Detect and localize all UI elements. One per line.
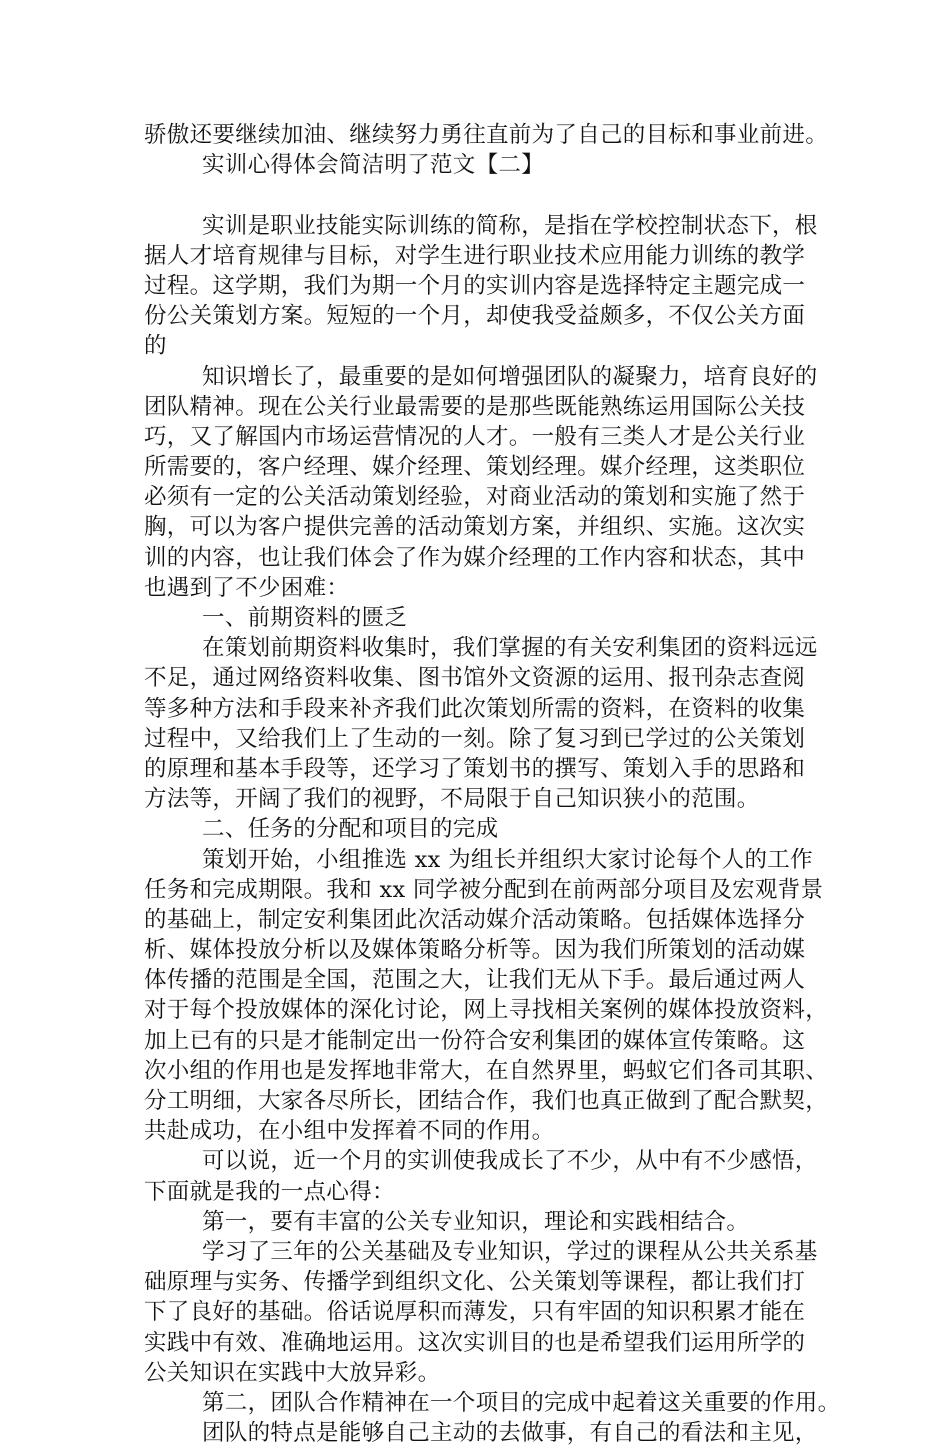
text-line: 析、媒体投放分析以及媒体策略分析等。因为我们所策划的活动媒 [144, 937, 806, 964]
text-line: 实训是职业技能实际训练的简称，是指在学校控制状态下，根 [202, 212, 818, 239]
text-line: 二、任务的分配和项目的完成 [202, 816, 499, 843]
text-line: 分工明细，大家各尽所长，团结合作，我们也真正做到了配合默契， [144, 1088, 829, 1114]
text-line: 不足，通过网络资料收集、图书馆外文资源的运用、报刊杂志查阅 [144, 665, 806, 692]
text-line: 的原理和基本手段等，还学习了策划书的撰写、策划入手的思路和 [144, 755, 806, 782]
text-line: 实践中有效、准确地运用。这次实训目的也是希望我们运用所学的 [144, 1329, 806, 1356]
text-line: 一、前期资料的匮乏 [202, 605, 408, 631]
text-line: 加上已有的只是才能制定出一份符合安利集团的媒体宣传策略。这 [144, 1027, 806, 1054]
text-line: 次小组的作用也是发挥地非常大，在自然界里，蚂蚁它们各司其职、 [144, 1057, 829, 1084]
text-line: 的基础上，制定安利集团此次活动媒介活动策略。包括媒体选择分 [144, 906, 806, 933]
text-line: 训的内容，也让我们体会了作为媒介经理的工作内容和状态，其中 [144, 544, 806, 571]
text-line: 下面就是我的一点心得： [144, 1178, 395, 1205]
text-line: 第二，团队合作精神在一个项目的完成中起着这关重要的作用。 [202, 1389, 841, 1416]
text-line: 策划开始，小组推选 xx 为组长并组织大家讨论每个人的工作 [202, 846, 813, 873]
text-line: 所需要的，客户经理、媒介经理、策划经理。媒介经理，这类职位 [144, 454, 806, 481]
text-line: 等多种方法和手段来补齐我们此次策划所需的资料，在资料的收集 [144, 695, 806, 722]
text-line: 础原理与实务、传播学到组织文化、公关策划等课程，都让我们打 [144, 1269, 806, 1296]
text-line: 份公关策划方案。短短的一个月，却使我受益颇多，不仅公关方面 [144, 303, 806, 330]
text-line: 任务和完成期限。我和 xx 同学被分配到在前两部分项目及宏观背景 [144, 876, 824, 903]
document-body [144, 120, 841, 1448]
text-line: 也遇到了不少困难： [144, 574, 350, 601]
text-line: 对于每个投放媒体的深化讨论，网上寻找相关案例的媒体投放资料， [144, 997, 829, 1024]
text-line: 巧，又了解国内市场运营情况的人才。一般有三类人才是公关行业 [144, 423, 806, 450]
text-line: 下了良好的基础。俗话说厚积而薄发，只有牢固的知识积累才能在 [144, 1299, 806, 1326]
text-line: 据人才培育规律与目标，对学生进行职业技术应用能力训练的教学 [144, 242, 806, 269]
text-line: 过程。这学期，我们为期一个月的实训内容是选择特定主题完成一 [144, 272, 806, 299]
text-line: 实训心得体会简洁明了范文【二】 [202, 152, 545, 179]
text-line: 学习了三年的公关基础及专业知识，学过的课程从公共关系基 [202, 1238, 818, 1265]
text-line: 体传播的范围是全国，范围之大，让我们无从下手。最后通过两人 [144, 967, 806, 994]
blank-line [144, 180, 814, 210]
text-line: 骄傲还要继续加油、继续努力勇往直前为了自己的目标和事业前进。 [144, 122, 829, 148]
text-line: 方法等，开阔了我们的视野，不局限于自己知识狭小的范围。 [144, 786, 760, 813]
text-line: 第一，要有丰富的公关专业知识，理论和实践相结合。 [202, 1208, 750, 1235]
text-line: 的 [144, 333, 167, 360]
text-line: 过程中，又给我们上了生动的一刻。除了复习到已学过的公关策划 [144, 725, 806, 752]
text-line: 可以说，近一个月的实训使我成长了不少，从中有不少感悟， [202, 1148, 818, 1175]
text-line: 必须有一定的公关活动策划经验，对商业活动的策划和实施了然于 [144, 484, 806, 511]
text-line: 知识增长了，最重要的是如何增强团队的凝聚力，培育良好的 [202, 363, 818, 390]
text-line: 团队的特点是能够自己主动的去做事，有自己的看法和主见， [202, 1420, 818, 1447]
text-line: 公关知识在实践中大放异彩。 [144, 1359, 441, 1386]
text-line: 在策划前期资料收集时，我们掌握的有关安利集团的资料远远 [202, 635, 818, 662]
text-line: 团队精神。现在公关行业最需要的是那些既能熟练运用国际公关技 [144, 393, 806, 420]
text-line: 胸，可以为客户提供完善的活动策划方案，并组织、实施。这次实 [144, 514, 806, 541]
text-line: 共赴成功，在小组中发挥着不同的作用。 [144, 1118, 555, 1145]
